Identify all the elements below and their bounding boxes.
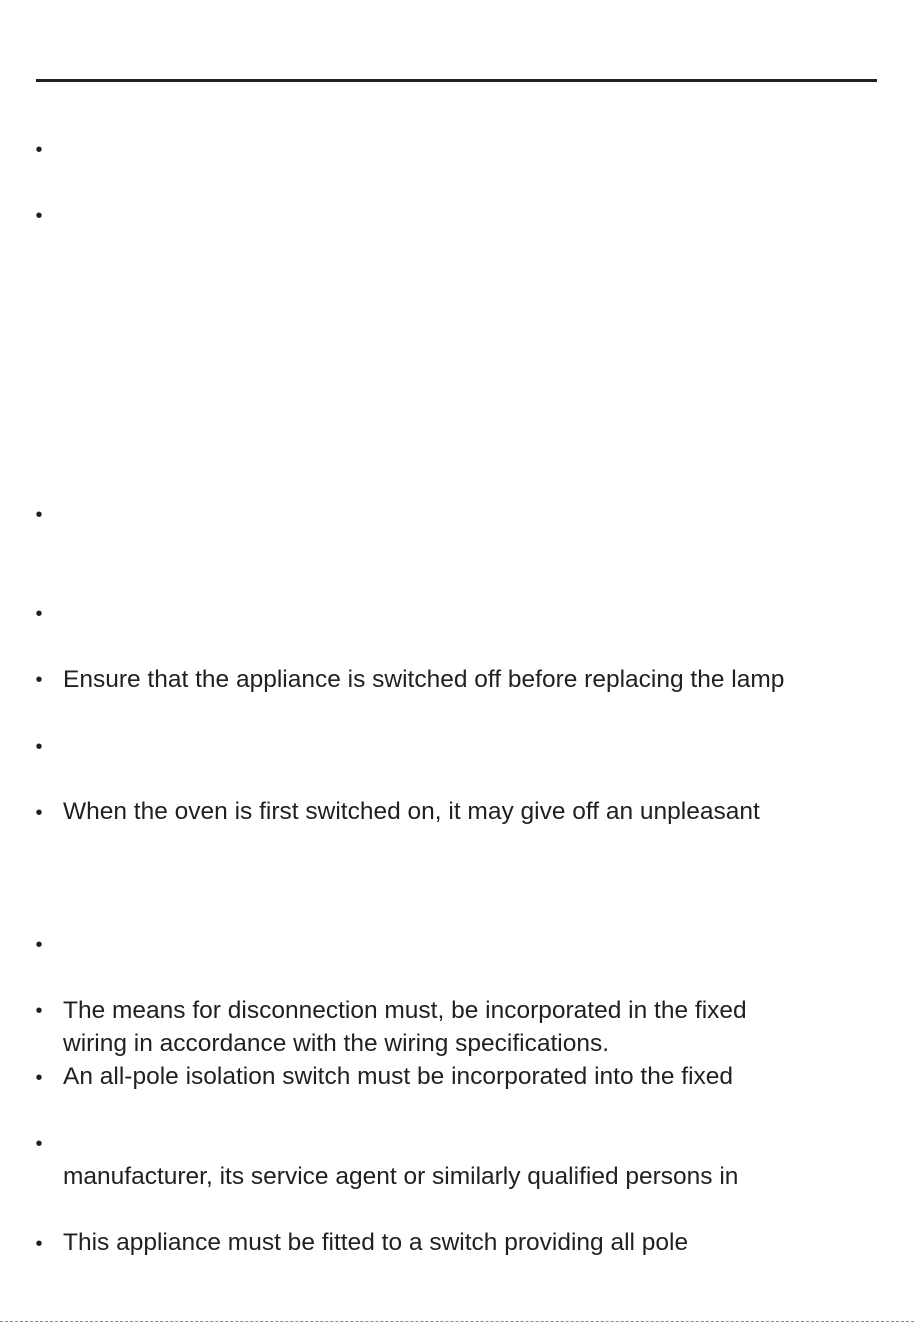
item-5-line-1: Ensure that the appliance is switched off before replacing the lamp: [63, 666, 785, 693]
item-12-line-1: This appliance must be fitted to a switch providing all pole: [63, 1229, 689, 1256]
bullet-2: •: [35, 205, 43, 227]
bullet-7: •: [35, 802, 43, 824]
item-9-line-2: wiring in accordance with the wiring specifications.: [63, 1030, 610, 1057]
bullet-6: •: [35, 736, 43, 758]
item-7-line-1: When the oven is first switched on, it may give off an unpleasant: [63, 798, 760, 825]
bullet-10: •: [35, 1067, 43, 1089]
bullet-3: •: [35, 504, 43, 526]
header-rule: [36, 79, 877, 82]
bullet-8: •: [35, 934, 43, 956]
item-11-line-2: manufacturer, its service agent or similarly qualified persons in: [63, 1163, 739, 1190]
page-bottom-edge: [0, 1321, 914, 1322]
item-10-line-1: An all-pole isolation switch must be incorporated into the fixed: [63, 1063, 734, 1090]
bullet-11: •: [35, 1133, 43, 1155]
item-9-line-1: The means for disconnection must, be incorporated in the fixed: [63, 997, 747, 1024]
bullet-9: •: [35, 1000, 43, 1022]
bullet-4: •: [35, 603, 43, 625]
bullet-5: •: [35, 669, 43, 691]
bullet-1: •: [35, 139, 43, 161]
bullet-12: •: [35, 1233, 43, 1255]
